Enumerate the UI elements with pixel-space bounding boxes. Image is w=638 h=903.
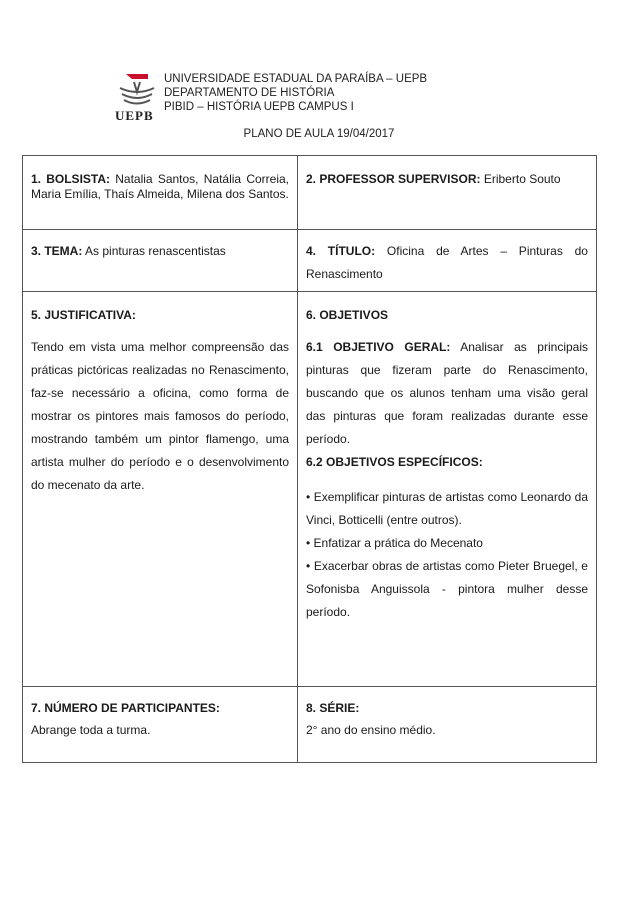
justificativa-text: Tendo em vista uma melhor compreensão das práticas pictóricas realizadas no Renascimento, faz-se necessário a oficina, como forma de mostrar os pintores mais famosos do período, mostrando também um pintor flamengo, uma artista mulher do período e o desenvolvimento do mecenato da arte.	[31, 340, 289, 492]
objetivos-label: 6. OBJETIVOS	[306, 308, 389, 322]
objetivo-geral	[306, 336, 588, 451]
uepb-logo	[112, 70, 162, 122]
supervisor-label: 2. PROFESSOR SUPERVISOR:	[306, 172, 481, 186]
table-row	[23, 292, 597, 687]
table-row	[23, 230, 597, 292]
department-name: DEPARTAMENTO DE HISTÓRIA	[164, 87, 335, 99]
list-item: • Exemplificar pinturas de artistas como Leonardo da Vinci, Botticelli (entre outros).	[306, 486, 588, 532]
bolsista-label: 1. BOLSISTA:	[31, 172, 111, 186]
logo-text: UEPB	[115, 108, 154, 123]
bolsista-cell	[23, 156, 298, 230]
university-name: UNIVERSIDADE ESTADUAL DA PARAÍBA – UEPB	[164, 73, 428, 85]
tema-label: 3. TEMA:	[31, 244, 83, 258]
titulo-label: 4. TÍTULO:	[306, 244, 376, 258]
justificativa-cell	[23, 292, 298, 687]
objetivos-especificos-label: 6.2 OBJETIVOS ESPECÍFICOS:	[306, 455, 483, 469]
serie-value: 2° ano do ensino médio.	[306, 723, 436, 737]
supervisor-cell	[298, 156, 597, 230]
serie-cell	[298, 687, 597, 763]
objetivo-geral-label: 6.1 OBJETIVO GERAL:	[306, 340, 451, 354]
table-row	[23, 156, 597, 230]
objetivos-cell	[298, 292, 597, 687]
list-item: • Enfatizar a prática do Mecenato	[306, 532, 588, 555]
document-header	[112, 70, 532, 122]
bolsista-value: Natalia Santos, Natália Correia, Maria Emília, Thaís Almeida, Milena dos Santos.	[31, 172, 289, 201]
justificativa-label: 5. JUSTIFICATIVA:	[31, 308, 136, 322]
serie-label: 8. SÉRIE:	[306, 701, 360, 715]
participantes-cell	[23, 687, 298, 763]
titulo-value: Oficina de Artes – Pinturas do Renascimento	[306, 244, 588, 281]
participantes-value: Abrange toda a turma.	[31, 723, 151, 737]
objetivo-geral-text: Analisar as principais pinturas que fizeram parte do Renascimento, buscando que os alunos tenham uma visão geral das pinturas que foram realizadas durante esse período.	[306, 340, 588, 446]
titulo-cell	[298, 230, 597, 292]
supervisor-value: Eriberto Souto	[483, 172, 561, 186]
tema-cell	[23, 230, 298, 292]
uepb-logo-icon	[112, 70, 162, 110]
institution-lines	[164, 72, 427, 114]
table-row	[23, 687, 597, 763]
program-name: PIBID – HISTÓRIA UEPB CAMPUS I	[164, 101, 354, 113]
list-item: • Exacerbar obras de artistas como Pieter Bruegel, e Sofonisba Anguissola - pintora mulher desse período.	[306, 555, 588, 624]
tema-value: As pinturas renascentistas	[85, 244, 226, 258]
participantes-label: 7. NÚMERO DE PARTICIPANTES:	[31, 701, 220, 715]
lesson-plan-table	[22, 155, 597, 763]
plan-title: PLANO DE AULA 19/04/2017	[243, 128, 395, 140]
